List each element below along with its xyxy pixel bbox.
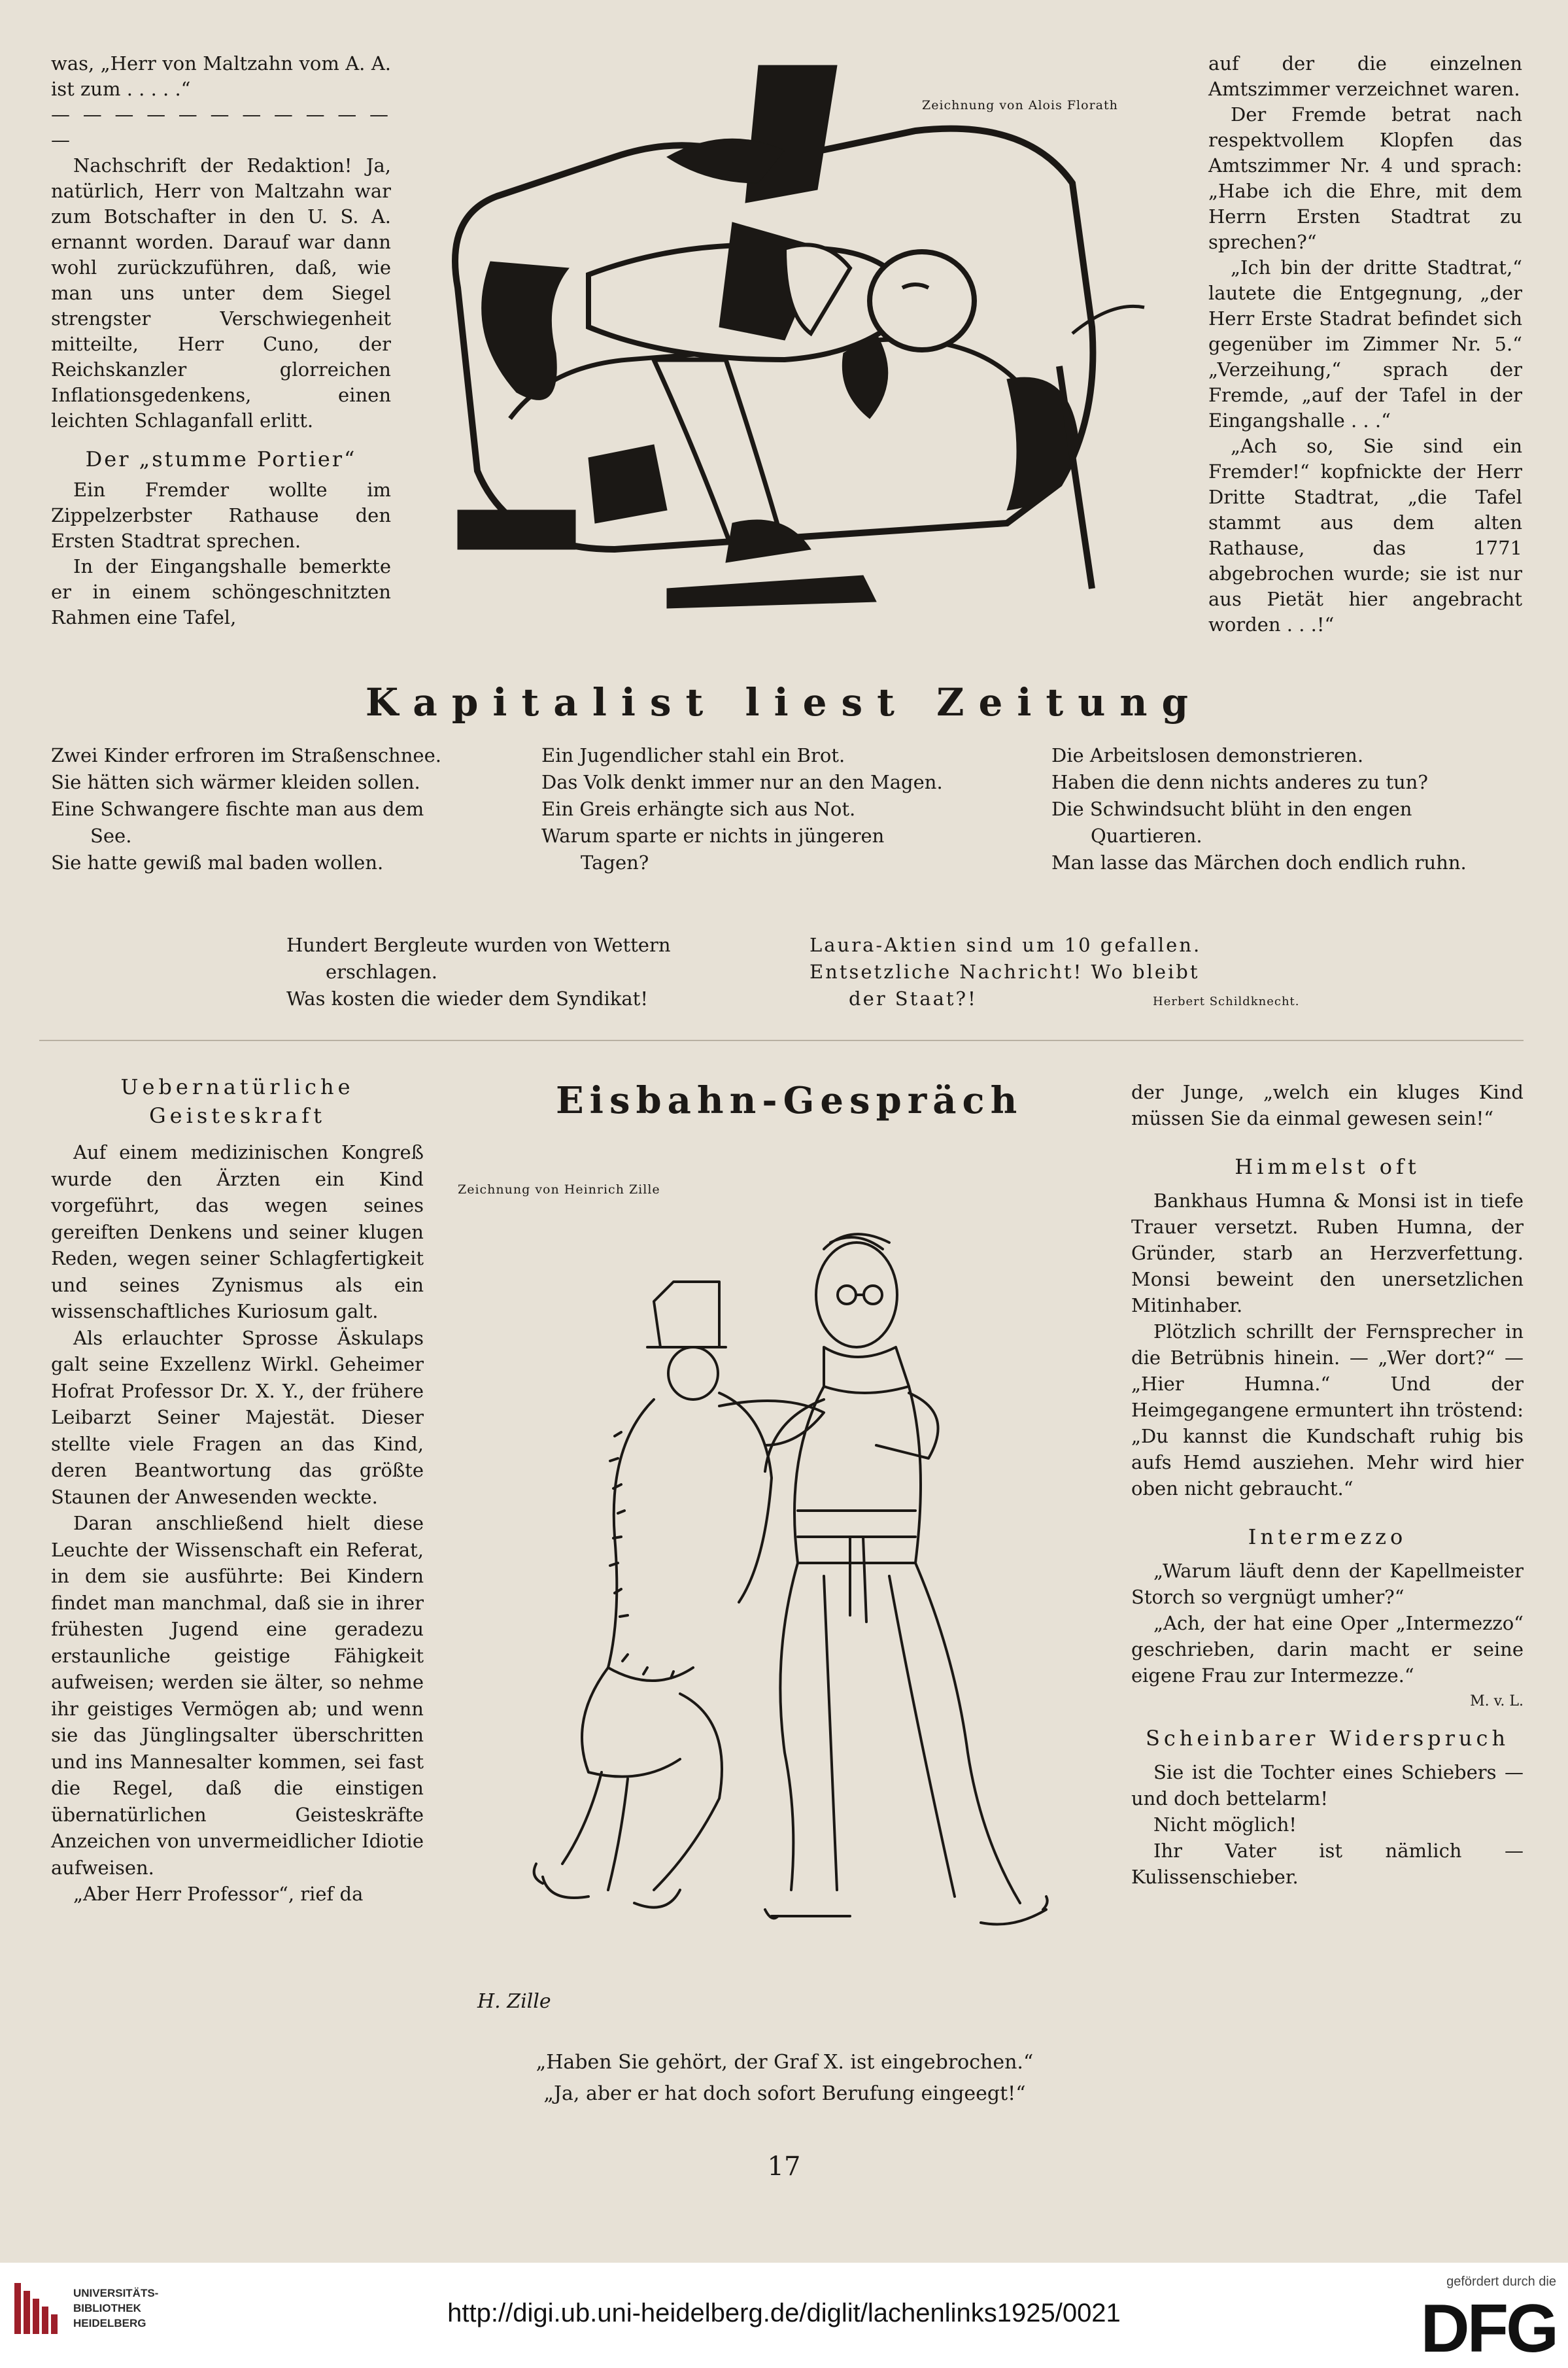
section-heading: Intermezzo	[1248, 1524, 1407, 1549]
poem-line: Sie hätten sich wärmer kleiden sollen.	[51, 771, 420, 793]
section-heading: Himmelst oft	[1235, 1154, 1420, 1179]
paragraph: Ihr Vater ist nämlich — Kulissenschieber.	[1131, 1840, 1524, 1888]
paragraph: Der Fremde betrat nach respektvollem Klopfen das Amtszimmer Nr. 4 und sprach: „Habe ich die Ehre, mit dem Herrn Ersten Stadtrat zu sprechen?“	[1208, 103, 1522, 253]
poem-line: Laura-Aktien sind um 10 gefallen.	[810, 934, 1202, 956]
illustration-credit: Zeichnung von Alois Florath	[922, 98, 1118, 112]
poem-line: Das Volk denkt immer nur an den Magen.	[541, 771, 943, 793]
illustration-sleeping-capitalist	[418, 52, 1157, 615]
poem-line: Was kosten die wieder dem Syndikat!	[286, 987, 648, 1010]
paragraph: In der Eingangshalle bemerkte er in einem schöngeschnitzten Rahmen eine Tafel,	[51, 555, 391, 628]
poem-stanza	[51, 742, 535, 876]
poem-line: Eine Schwangere fischte man aus dem	[51, 798, 424, 820]
poem-line: der Staat?!	[849, 987, 978, 1010]
poem-author: Herbert Schildknecht.	[1153, 995, 1300, 1008]
poem-stanza	[541, 742, 1025, 876]
caption-line: „Haben Sie gehört, der Graf X. ist eingebrochen.“	[536, 2051, 1034, 2074]
paragraph: „Ich bin der dritte Stadtrat,“ lautete die Entgegnung, „der Herr Erste Stadrat befindet sich gegenüber im Zimmer Nr. 5.“ „Verzeihung,“ sprach der Fremde, „auf der Tafel in der Eingangshalle . . .“	[1208, 256, 1522, 432]
poem-line: Ein Jugendlicher stahl ein Brot.	[541, 744, 845, 766]
library-name-line: BIBLIOTHEK	[73, 2302, 141, 2314]
poem-line: Quartieren.	[1091, 825, 1202, 847]
paragraph: Plötzlich schrillt der Fernsprecher in die Betrübnis hinein. — „Wer dort?“ — „Hier Humna.“ Und der Heimgegangene ermuntert ihn tröstend: „Du kannst die Kundschaft ruhig bis aufs Hemd ausziehen. Mehr wird hier oben nicht gebraucht.“	[1131, 1320, 1524, 1500]
paragraph: Als erlauchter Sprosse Äskulaps galt seine Exzellenz Wirkl. Geheimer Hofrat Professor Dr. X. Y., der frühere Leibarzt Seiner Majestät. Dieser stellte viele Fragen an das Kind, deren Beantwortung das größte Staunen der Anwesenden weckte.	[51, 1326, 424, 1508]
paragraph: Daran anschließend hielt diese Leuchte der Wissenschaft ein Referat, in dem sie ausführte: Bei Kindern findet man manchmal, daß sie in ihrer frühesten Jugend eine geradezu erstaunliche geistige Fähigkeit aufweisen; werden sie älter, so nehme ihr geistiges Vermögen ab; und wenn sie das Jünglingsalter überschritten und ins Mannesalter kommen, sei fast die Regel, daß die einstigen übernatürlichen Geisteskräfte Anzeichen von unvermeidlicher Idiotie aufweisen.	[51, 1512, 424, 1879]
section-divider	[39, 1040, 1524, 1041]
paragraph: auf der die einzelnen Amtszimmer verzeichnet waren.	[1208, 52, 1522, 100]
artist-signature: H. Zille	[477, 1990, 551, 2013]
poem-line: Warum sparte er nichts in jüngeren	[541, 825, 885, 847]
poem-line: Zwei Kinder erfroren im Straßenschnee.	[51, 744, 441, 766]
section-heading: Uebernatürliche	[120, 1074, 354, 1099]
poem-stanza	[1051, 742, 1535, 876]
library-name-line: HEIDELBERG	[73, 2317, 146, 2329]
paragraph: „Aber Herr Professor“, rief da	[73, 1883, 364, 1905]
poem-line: erschlagen.	[326, 961, 438, 983]
divider-rule: — — — — — — — — — — — —	[51, 103, 391, 151]
poem-line: Man lasse das Märchen doch endlich ruhn.	[1051, 851, 1467, 874]
dfg-logo[interactable]	[1393, 2288, 1556, 2359]
poem-line: See.	[90, 825, 132, 847]
illustration-skaters	[458, 1197, 1112, 2027]
column-top-right	[1208, 51, 1522, 638]
paragraph: Ein Fremder wollte im Zippelzerbster Rathause den Ersten Stadtrat sprechen.	[51, 479, 391, 552]
poem-line: Die Arbeitslosen demonstrieren.	[1051, 744, 1364, 766]
page-number: 17	[767, 2152, 801, 2182]
section-heading: Geisteskraft	[149, 1103, 326, 1128]
paragraph: Sie ist die Tochter eines Schiebers — und doch bettelarm!	[1131, 1761, 1524, 1810]
poem-line: Die Schwindsucht blüht in den engen	[1051, 798, 1412, 820]
paragraph: „Ach, der hat eine Oper „Intermezzo“ geschrieben, darin macht er seine eigene Frau zur Intermezze.“	[1131, 1612, 1524, 1687]
dfg-logo-text: DFG	[1420, 2291, 1556, 2359]
article-title: Eisbahn-Gespräch	[556, 1079, 1023, 1122]
poem-stanza	[286, 932, 770, 1012]
paragraph: „Ach so, Sie sind ein Fremder!“ kopfnickte der Herr Dritte Stadtrat, „die Tafel stammt aus dem alten Rathause, das 1771 abgebrochen wurde; sie ist nur aus Pietät hier angebracht worden . . .!“	[1208, 435, 1522, 636]
section-heading: Der „stumme Portier“	[85, 447, 357, 472]
paragraph: Bankhaus Humna & Monsi ist in tiefe Trauer versetzt. Ruben Humna, der Gründer, starb an Herzverfettung. Monsi beweint den unersetzlichen Mitinhaber.	[1131, 1190, 1524, 1316]
poem-title: Kapitalist liest Zeitung	[365, 680, 1203, 725]
column-top-left	[51, 51, 391, 630]
paragraph: Nachschrift der Redaktion! Ja, natürlich, Herr von Maltzahn war zum Botschafter in den U. S. A. ernannt worden. Darauf war dann wohl zurückzuführen, daß, wie man uns unter dem Siegel strengster Verschwiegenheit mitteilte, Herr Cuno, der Reichskanzler glorreichen Inflationsgedenkens, einen leichten Schlaganfall erlitt.	[51, 154, 391, 432]
poem-line: Sie hatte gewiß mal baden wollen.	[51, 851, 384, 874]
paragraph: der Junge, „welch ein kluges Kind müssen Sie da einmal gewesen sein!“	[1131, 1081, 1524, 1129]
funding-note: gefördert durch die	[1446, 2274, 1556, 2289]
poem-line: Haben die denn nichts anderes zu tun?	[1051, 771, 1428, 793]
poem-line: Tagen?	[581, 851, 649, 874]
column-bottom-left	[51, 1072, 424, 1908]
paragraph: Auf einem medizinischen Kongreß wurde den Ärzten ein Kind vorgeführt, das wegen seines gereiften Denkens und seiner klugen Reden, wegen seiner Schlagfertigkeit und seines Zynismus als ein wissenschaftliches Kuriosum galt.	[51, 1141, 424, 1322]
poem-line: Hundert Bergleute wurden von Wettern	[286, 934, 671, 956]
paragraph: „Warum läuft denn der Kapellmeister Storch so vergnügt umher?“	[1131, 1560, 1524, 1608]
permalink-url[interactable]: http://digi.ub.uni-heidelberg.de/diglit/lachenlinks1925/0021	[447, 2299, 1121, 2327]
column-bottom-right	[1131, 1079, 1524, 1890]
caption-line: „Ja, aber er hat doch sofort Berufung eingeegt!“	[543, 2082, 1026, 2105]
illustration-credit: Zeichnung von Heinrich Zille	[458, 1182, 660, 1197]
paragraph: Nicht möglich!	[1153, 1813, 1297, 1836]
author-signature: M. v. L.	[1470, 1693, 1524, 1709]
section-heading: Scheinbarer Widerspruch	[1145, 1726, 1510, 1751]
poem-line: Entsetzliche Nachricht! Wo bleibt	[810, 961, 1200, 983]
poem-line: Ein Greis erhängte sich aus Not.	[541, 798, 856, 820]
paragraph: was, „Herr von Maltzahn vom A. A. ist zum . . . . .“	[51, 52, 391, 100]
illustration-caption	[458, 2047, 1112, 2110]
library-name-line: UNIVERSITÄTS-	[73, 2287, 159, 2299]
